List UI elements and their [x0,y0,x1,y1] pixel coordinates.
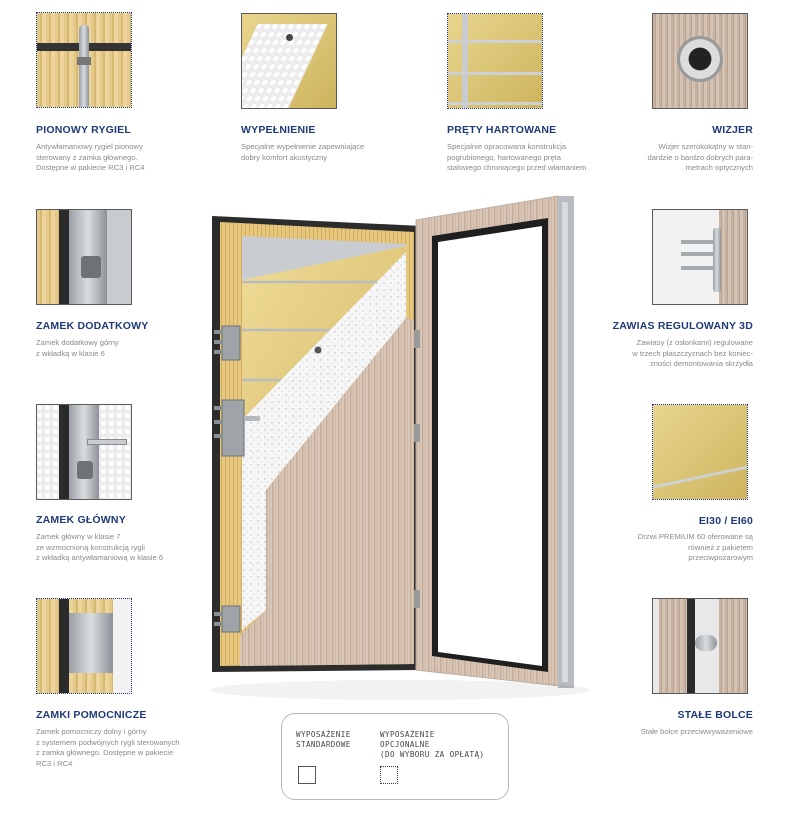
feature-title: STAŁE BOLCE [677,709,753,721]
peephole-thumbnail [652,13,748,109]
feature-desc: Antywłamaniowy rygiel pionowy sterowany z zamka głównego. Dostępne w pakiecie RC3 i RC4 [36,142,145,173]
additional-lock-thumbnail [36,209,132,305]
legend-standard-box [298,766,316,784]
legend-optional-box [380,766,398,784]
feature-title: WYPEŁNIENIE [241,124,316,136]
feature-title: WIZJER [712,124,753,136]
feature-desc: Zamek pomocniczy dolny i górny z systemem podwójnych rygli sterowanych z zamka głównego. Dostępne w pakiecie RC3 i RC4 [36,727,180,768]
feature-desc: Zamek dodatkowy górny z wkładką w klasie 6 [36,338,119,358]
feature-desc: Drzwi PREMIUM 60 oferowane są również z pakietem przeciwpożarowym [637,532,753,563]
feature-desc: Zawiasy (z osłonkami) regulowane w trzech płaszczyznach bez koniec- zności demontowania skrzydła [632,338,753,369]
hardened-rods-thumbnail [447,13,543,109]
feature-title: PIONOWY RYGIEL [36,124,131,136]
feature-title: ZAMEK GŁÓWNY [36,514,126,526]
feature-desc: Specjalne wypełnienie zapewniające dobry komfort akustyczny [241,142,365,162]
vertical-bolt-thumbnail [36,12,132,108]
feature-title: PRĘTY HARTOWANE [447,124,557,136]
main-lock-thumbnail [36,404,132,500]
fixed-bolts-thumbnail [652,598,748,694]
hinge-thumbnail [652,209,748,305]
legend-optional-label: WYPOSAŻENIE OPCJONALNE (DO WYBORU ZA OPŁATĄ) [380,730,485,759]
equipment-legend [281,713,509,800]
door-illustration [200,190,600,710]
legend-standard-label: WYPOSAŻENIE STANDARDOWE [296,730,351,749]
feature-title: ZAMKI POMOCNICZE [36,709,147,721]
fire-package-thumbnail [652,404,748,500]
auxiliary-locks-thumbnail [36,598,132,694]
feature-desc: Specjalnie opracowana konstrukcja pogrubionego, hartowanego pręta stalowego chroniącego przed włamaniem [447,142,587,173]
feature-title: ZAWIAS REGULOWANY 3D [612,320,753,332]
feature-desc: Zamek główny w klasie 7 ze wzmocnioną konstrukcją rygli z wkładką antywłamaniową w klasie 6 [36,532,164,563]
feature-desc: Stałe bolce przeciwwyważeniowe [640,727,753,736]
feature-title: ZAMEK DODATKOWY [36,320,149,332]
feature-desc: Wizjer szerokokątny w stan- dardzie o bardzo dobrych para- metrach optycznych [647,142,753,173]
filling-thumbnail [241,13,337,109]
feature-title: EI30 / EI60 [698,515,753,527]
